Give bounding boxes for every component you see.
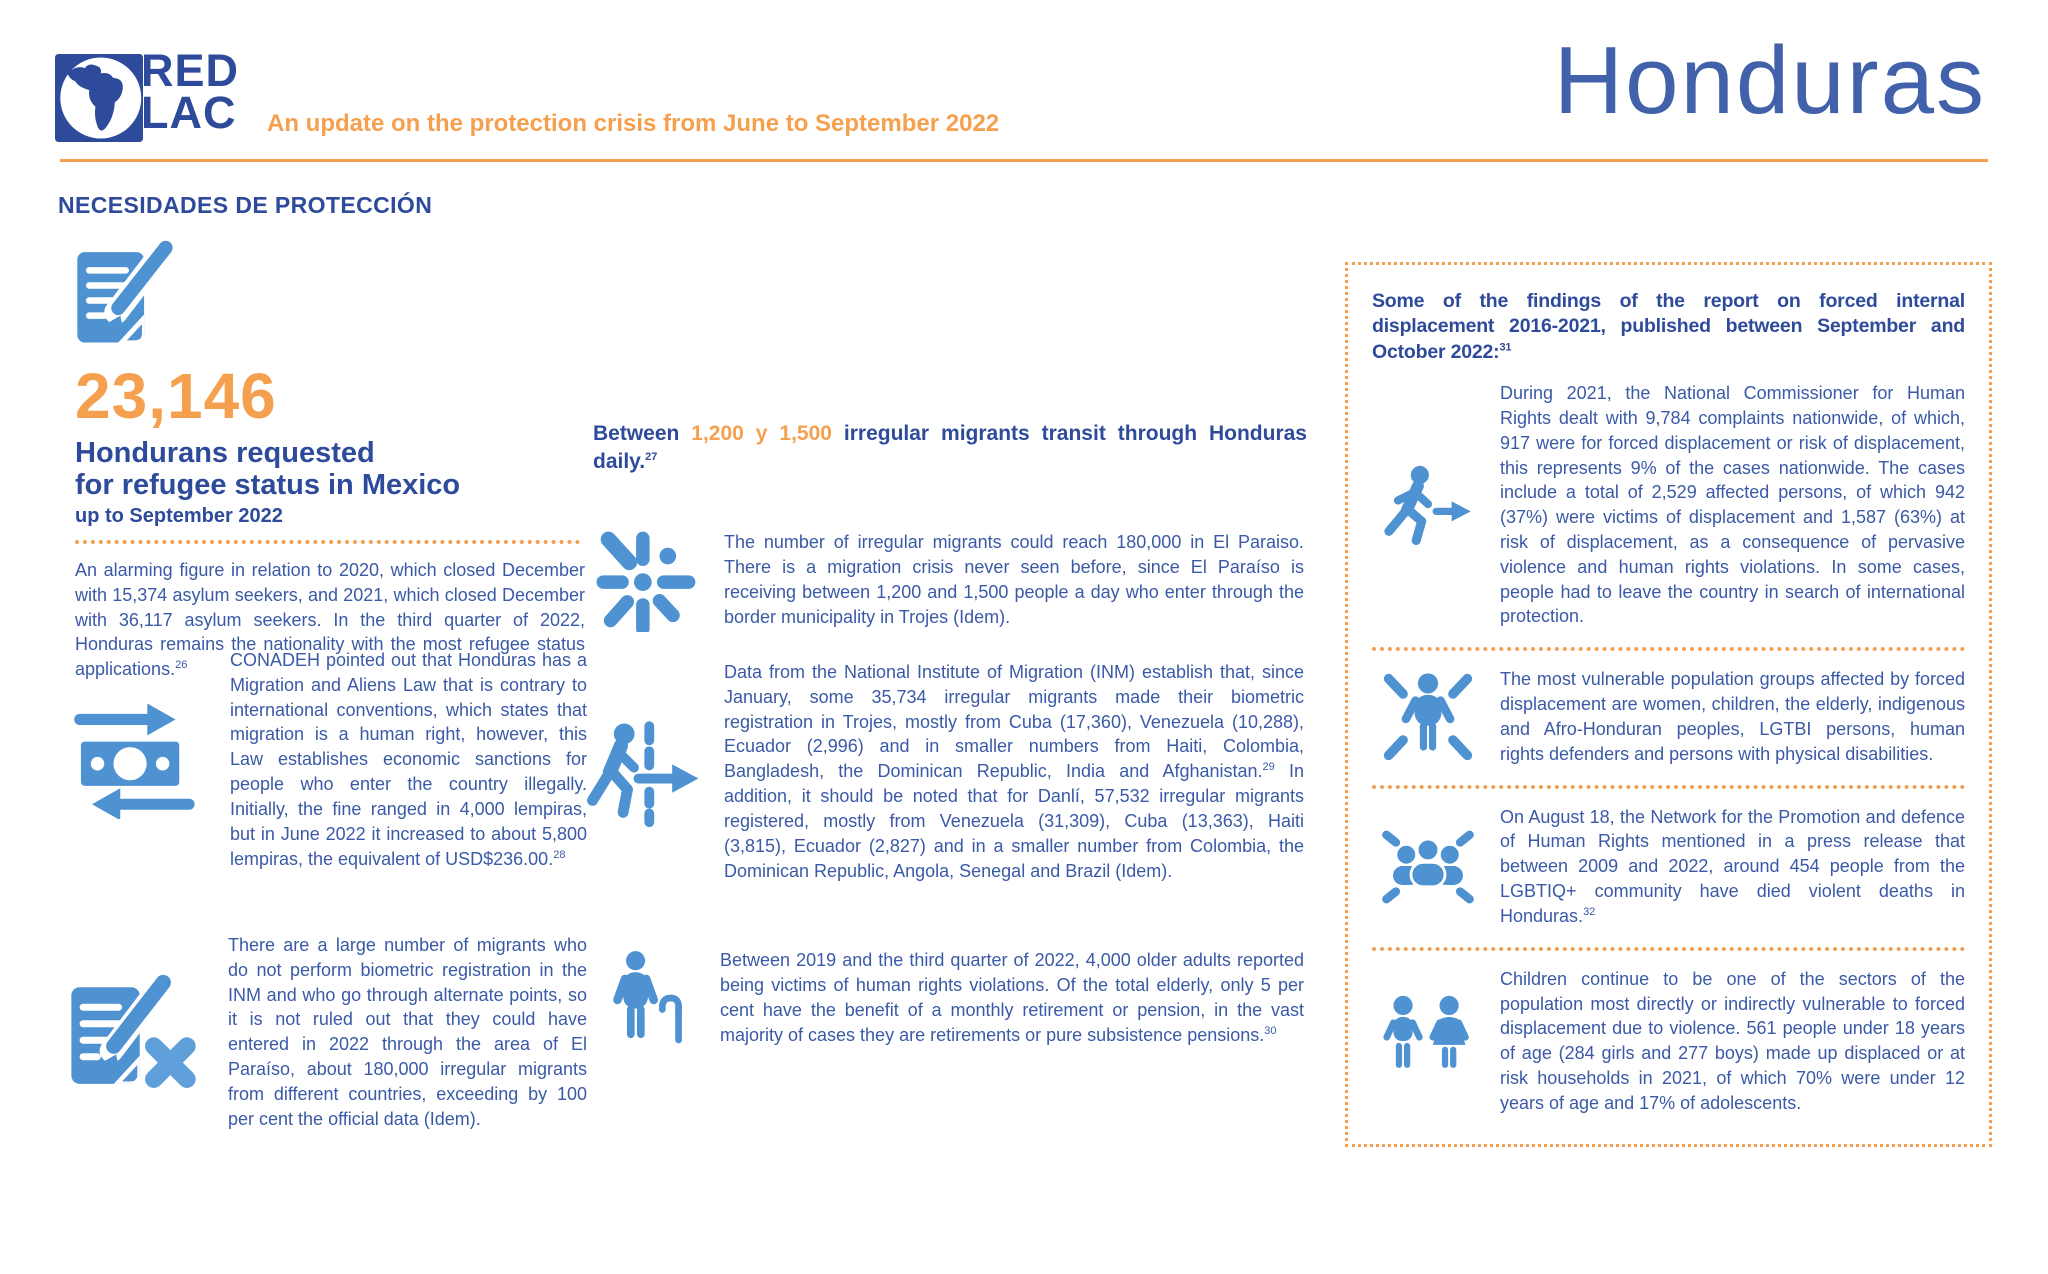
redlac-logo-text xyxy=(141,45,240,139)
stat-sublabel: up to September 2022 xyxy=(75,504,283,527)
stat-label: Hondurans requested for refugee status in Mexico xyxy=(75,437,461,502)
logo-line-lac: LAC xyxy=(141,87,237,139)
money-transfer-icon xyxy=(65,701,205,819)
elderly-person-icon xyxy=(605,938,691,1058)
inm-registration-item xyxy=(583,660,1304,883)
unregistered-migrants-item xyxy=(60,933,587,1132)
unregistered-migrants-paragraph: There are a large number of migrants who do not perform biometric registration in the INM and who go through alternate points, so it is not ruled out that they could have entered in 2022 through the area of El Paraíso, about 180,000 irregular migrants from different countries, exceeding by 100 per cent the official data (Idem). xyxy=(228,935,587,1129)
conadeh-paragraph: CONADEH pointed out that Honduras has a Migration and Aliens Law that is contrary to international conventions, which states that migration is a human right, however, this Law establishes economic sanctions for people who enter the country illegally. Initially, the fine ranged in 4,000 lempiras, but in June 2022 it increased to about 5,800 lempiras, the equivalent of USD$236.00.28 xyxy=(230,650,587,869)
children-displacement-paragraph: Children continue to be one of the sectors of the population most directly or indirectly vulnerable to forced displacement due to violence. 561 people under 18 years of age (284 girls and 277 boys) made up displaced or at risk households in 2021, of which 70% were under 12 years of age and 17% of adolescents. xyxy=(1500,968,1965,1113)
children-displacement-item xyxy=(1372,967,1965,1116)
complaints-paragraph: During 2021, the National Commissioner for Human Rights dealt with 9,784 complaints nationwide, of which, 917 were for forced displacement or risk of displacement, this represents 9% of the cases nationwide. The cases include a total of 2,529 affected persons, of which 942 (37%) were victims of displacement and 1,587 (63%) at risk of displacement, as a consequence of pervasive violence and human rights violations. In some cases, people had to leave the country in search of international protection. xyxy=(1500,383,1965,627)
lgbtiq-deaths-item xyxy=(1372,805,1965,929)
document-pen-icon xyxy=(75,237,183,349)
vulnerable-groups-paragraph: The most vulnerable population groups affected by forced displacement are women, children, the elderly, indigenous and Afro-Honduran peoples, LGTBI persons, human rights defenders and persons with physical disabilities. xyxy=(1500,669,1965,764)
burst-icon xyxy=(594,528,700,632)
paraiso-crisis-item xyxy=(586,528,1304,632)
vulnerable-person-icon xyxy=(1380,669,1476,765)
dotted-divider xyxy=(1372,947,1965,951)
findings-title: Some of the findings of the report on forced internal displacement 2016-2021, published between September and October 2022:$^{31}$ xyxy=(1372,290,1965,363)
complaints-item xyxy=(1372,381,1965,629)
inm-registration-paragraph: Data from the National Institute of Migration (INM) establish that, since January, some 35,734 irregular migrants made their biometric registration in Trojes, mostly from Cuba (17,360), Venezuela (10,288), Ecuador (2,996) and in smaller numbers from Haiti, Colombia, Bangladesh, the Dominican Republic, India and Afghanistan.$^{29}$ In addition, it should be noted that for Danlí, 57,532 irregular migrants registered, mostly from Venezuela (31,309), Cuba (13,363), Haiti (3,815), Ecuador (2,827) and in a smaller number from Colombia, the Dominican Republic, Angola, Senegal and Brazil (Idem). xyxy=(724,662,1305,881)
people-group-icon xyxy=(1376,824,1480,910)
page-title: Honduras xyxy=(1553,27,1986,134)
displacement-findings-box xyxy=(1345,262,1992,1147)
footnote-27: 27 xyxy=(645,450,658,463)
document-x-icon xyxy=(69,968,201,1096)
footnote-29: 29 xyxy=(1262,761,1275,774)
elderly-victims-item xyxy=(594,938,1304,1058)
footnote-26: 26 xyxy=(175,659,188,672)
footnote-30: 30 xyxy=(1264,1024,1277,1037)
footnote-28: 28 xyxy=(553,848,566,861)
logo-line-red: RED xyxy=(141,45,240,96)
footnote-31: 31 xyxy=(1499,341,1512,354)
header-divider xyxy=(60,159,1988,162)
refugee-stat-block xyxy=(75,237,585,682)
vulnerable-groups-item xyxy=(1372,667,1965,766)
children-icon xyxy=(1380,992,1476,1090)
dotted-divider xyxy=(1372,785,1965,789)
dotted-divider xyxy=(75,540,580,544)
elderly-victims-paragraph: Between 2019 and the third quarter of 2022, 4,000 older adults reported being victims of human rights violations. Of the total elderly, only 5 per cent have the benefit of a monthly retirement or pension, in the vast majority of cases they are retirements or pure subsistence pensions.$^{30}$ xyxy=(720,950,1304,1045)
conadeh-fine-item xyxy=(60,648,587,871)
transit-heading: Between 1,200 y 1,500 irregular migrants transit through Honduras daily.$^{27}$ xyxy=(593,422,1307,473)
lgbtiq-deaths-paragraph: On August 18, the Network for the Promotion and defence of Human Rights mentioned in a press release that between 2009 and 2022, around 454 people from the LGBTIQ+ community have died violent deaths in Honduras.$^{32}$ xyxy=(1500,806,1965,926)
section-title: NECESIDADES DE PROTECCIÓN xyxy=(58,192,433,218)
stat-paragraph: An alarming figure in relation to 2020, which closed December with 15,374 asylum seekers, and 2021, which closed December with 36,117 asylum seekers. In the third quarter of 2022, Honduras remains the nationality with the most refugee status applications.$^{26}$ xyxy=(75,559,585,680)
report-tagline: An update on the protection crisis from June to September 2022 xyxy=(267,110,1000,137)
displaced-person-icon xyxy=(1378,462,1478,548)
stat-value: 23,146 xyxy=(75,360,277,432)
highlight-range: 1,200 y 1,500 xyxy=(691,422,832,445)
migrant-border-crossing-icon xyxy=(586,717,706,827)
dotted-divider xyxy=(1372,647,1965,651)
redlac-logo-icon xyxy=(55,54,143,142)
paraiso-crisis-paragraph: The number of irregular migrants could reach 180,000 in El Paraiso. There is a migration crisis never seen before, since El Paraíso is receiving between 1,200 and 1,500 people a day who enter through the border municipality in Trojes (Idem). xyxy=(724,532,1304,627)
footnote-32: 32 xyxy=(1583,905,1596,918)
